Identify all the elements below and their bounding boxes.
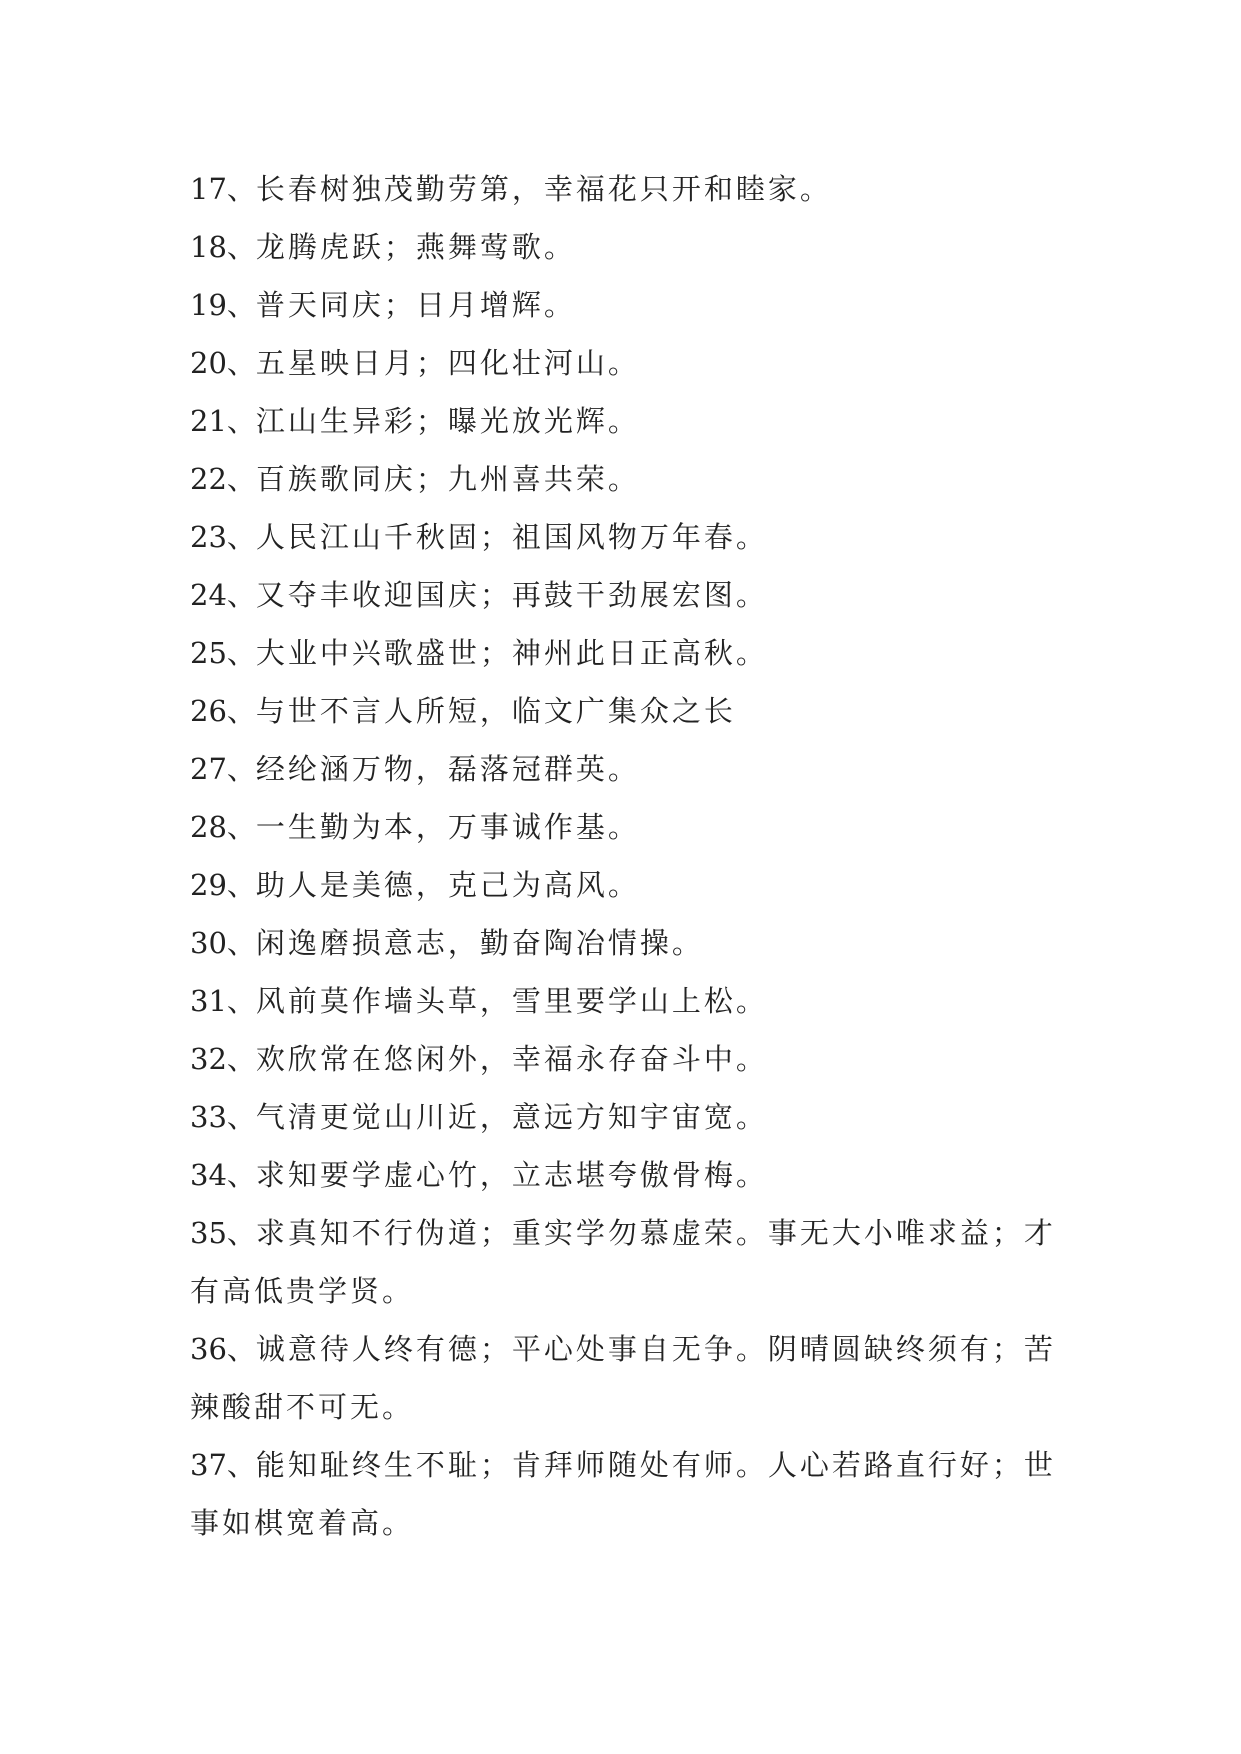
entry-text: 诚意待人终有德；平心处事自无争。阴晴圆缺终须有；苦辣酸甜不可无。 (190, 1332, 1056, 1424)
entry-text: 又夺丰收迎国庆；再鼓干劲展宏图。 (255, 578, 768, 612)
entry-number: 18、 (190, 230, 256, 264)
couplet-entry (190, 624, 1080, 682)
entry-text: 风前莫作墙头草，雪里要学山上松。 (255, 984, 768, 1018)
couplet-entry (190, 566, 1080, 624)
couplet-entry (190, 1320, 1080, 1436)
entry-text: 助人是美德，克己为高风。 (255, 868, 640, 902)
entry-text: 欢欣常在悠闲外，幸福永存奋斗中。 (255, 1042, 768, 1076)
couplet-entry (190, 856, 1080, 914)
couplet-entry (190, 1436, 1080, 1552)
entry-text: 普天同庆；日月增辉。 (255, 288, 576, 322)
document-body (190, 160, 1080, 1552)
entry-number: 36、 (190, 1332, 256, 1366)
couplet-entry (190, 508, 1080, 566)
entry-number: 27、 (190, 752, 256, 786)
entry-text: 百族歌同庆；九州喜共荣。 (255, 462, 640, 496)
couplet-entry (190, 1146, 1080, 1204)
couplet-entry (190, 392, 1080, 450)
entry-number: 34、 (190, 1158, 256, 1192)
entry-text: 经纶涵万物，磊落冠群英。 (255, 752, 640, 786)
couplet-entry (190, 1088, 1080, 1146)
entry-number: 37、 (190, 1448, 256, 1482)
entry-number: 35、 (190, 1216, 256, 1250)
couplet-entry (190, 276, 1080, 334)
couplet-entry (190, 682, 1080, 740)
entry-number: 28、 (190, 810, 256, 844)
couplet-entry (190, 972, 1080, 1030)
entry-number: 20、 (190, 346, 256, 380)
entry-text: 闲逸磨损意志，勤奋陶冶情操。 (255, 926, 704, 960)
entry-number: 30、 (190, 926, 256, 960)
couplet-entry (190, 798, 1080, 856)
entry-text: 人民江山千秋固；祖国风物万年春。 (255, 520, 768, 554)
entry-text: 江山生异彩；曝光放光辉。 (255, 404, 640, 438)
entry-text: 与世不言人所短，临文广集众之长 (255, 694, 736, 728)
entry-number: 23、 (190, 520, 256, 554)
entry-number: 17、 (190, 172, 256, 206)
entry-number: 19、 (190, 288, 256, 322)
entry-number: 26、 (190, 694, 256, 728)
entry-number: 21、 (190, 404, 256, 438)
couplet-entry (190, 160, 1080, 218)
entry-number: 33、 (190, 1100, 256, 1134)
couplet-entry (190, 1030, 1080, 1088)
entry-number: 25、 (190, 636, 256, 670)
entry-text: 求真知不行伪道；重实学勿慕虚荣。事无大小唯求益；才有高低贵学贤。 (190, 1216, 1056, 1308)
entry-number: 31、 (190, 984, 256, 1018)
entry-text: 能知耻终生不耻；肯拜师随处有师。人心若路直行好；世事如棋宽着高。 (190, 1448, 1056, 1540)
couplet-entry (190, 740, 1080, 798)
entry-text: 长春树独茂勤劳第，幸福花只开和睦家。 (255, 172, 832, 206)
entry-text: 气清更觉山川近，意远方知宇宙宽。 (255, 1100, 768, 1134)
couplet-entry (190, 334, 1080, 392)
entry-text: 五星映日月；四化壮河山。 (255, 346, 640, 380)
entry-text: 龙腾虎跃；燕舞莺歌。 (255, 230, 576, 264)
couplet-entry (190, 218, 1080, 276)
entry-number: 24、 (190, 578, 256, 612)
entry-number: 32、 (190, 1042, 256, 1076)
entry-text: 一生勤为本，万事诚作基。 (255, 810, 640, 844)
couplet-entry (190, 1204, 1080, 1320)
entry-number: 22、 (190, 462, 256, 496)
entry-number: 29、 (190, 868, 256, 902)
couplet-entry (190, 914, 1080, 972)
entry-text: 求知要学虚心竹，立志堪夸傲骨梅。 (255, 1158, 768, 1192)
entry-text: 大业中兴歌盛世；神州此日正高秋。 (255, 636, 768, 670)
couplet-entry (190, 450, 1080, 508)
